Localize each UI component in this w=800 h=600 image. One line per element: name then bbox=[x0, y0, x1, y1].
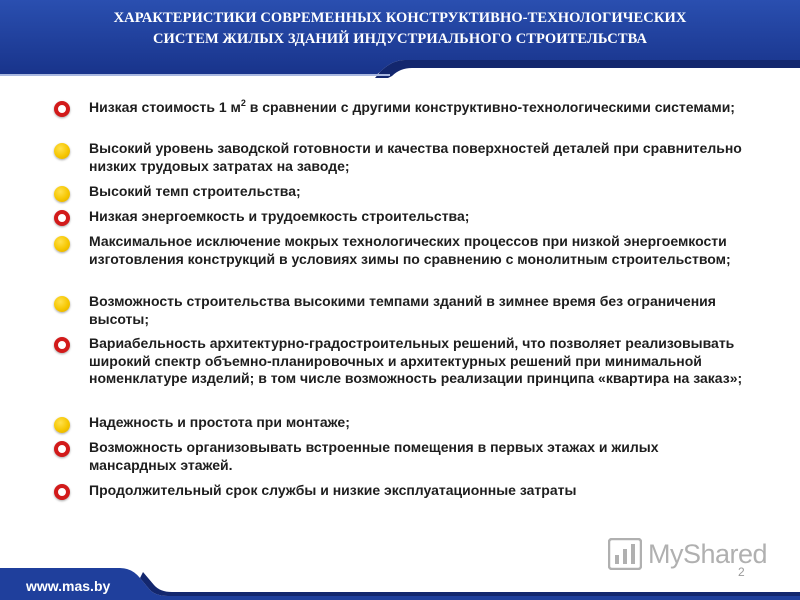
footer-url: www.mas.by bbox=[26, 578, 111, 594]
yellow-dot-bullet-icon bbox=[54, 186, 70, 202]
yellow-dot-bullet-icon bbox=[54, 296, 70, 312]
red-ring-bullet-icon bbox=[54, 484, 70, 500]
red-ring-bullet-icon bbox=[54, 337, 70, 353]
list-item-text: Продолжительный срок службы и низкие эксплуатационные затраты bbox=[89, 482, 577, 498]
list-item-text: Вариабельность архитектурно-градостроительных решений, что позволяет реализовывать широкий спектр объемно-планировочных и архитектурных решений при минимальной номенклатуре изделий; в том числе возможность реализации принципа «квартира на заказ»; bbox=[89, 335, 743, 386]
watermark-text: MyShared bbox=[648, 538, 768, 569]
yellow-dot-bullet-icon bbox=[54, 236, 70, 252]
list-item-text: Возможность организовывать встроенные помещения в первых этажах и жилых мансардных этажей. bbox=[89, 439, 659, 473]
slide-footer bbox=[0, 568, 800, 600]
red-ring-bullet-icon bbox=[54, 101, 70, 117]
list-item-text: Надежность и простота при монтаже; bbox=[89, 414, 350, 430]
superscript: 2 bbox=[240, 98, 246, 108]
yellow-dot-bullet-icon bbox=[54, 417, 70, 433]
page-number: 2 bbox=[738, 565, 745, 579]
list-item-text: Высокий темп строительства; bbox=[89, 183, 301, 199]
footer-background bbox=[0, 568, 800, 600]
list-item-text: Высокий уровень заводской готовности и качества поверхностей деталей при сравнительно низких трудовых затратах на заводе; bbox=[89, 140, 742, 174]
list-item-text: Максимальное исключение мокрых технологических процессов при низкой энергоемкости изготовления конструкций в условиях зимы по сравнению с монолитным строительством; bbox=[89, 233, 731, 267]
list-item-text: Возможность строительства высокими темпами зданий в зимнее время без ограничения высоты; bbox=[89, 293, 716, 327]
red-ring-bullet-icon bbox=[54, 441, 70, 457]
slide-title-line-2: СИСТЕМ ЖИЛЫХ ЗДАНИЙ ИНДУСТРИАЛЬНОГО СТРОИТЕЛЬСТВА bbox=[152, 31, 648, 47]
yellow-dot-bullet-icon bbox=[54, 143, 70, 159]
list-item-text: Низкая энергоемкость и трудоемкость строительства; bbox=[89, 208, 470, 224]
bar-chart-icon bbox=[608, 538, 642, 570]
slide-title-line-1: ХАРАКТЕРИСТИКИ СОВРЕМЕННЫХ КОНСТРУКТИВНО-ТЕХНОЛОГИЧЕСКИХ bbox=[113, 10, 687, 26]
list-item-text: Низкая стоимость 1 $м^2$ в сравнении с другими конструктивно-технологическими системами; bbox=[89, 98, 735, 115]
red-ring-bullet-icon bbox=[54, 210, 70, 226]
